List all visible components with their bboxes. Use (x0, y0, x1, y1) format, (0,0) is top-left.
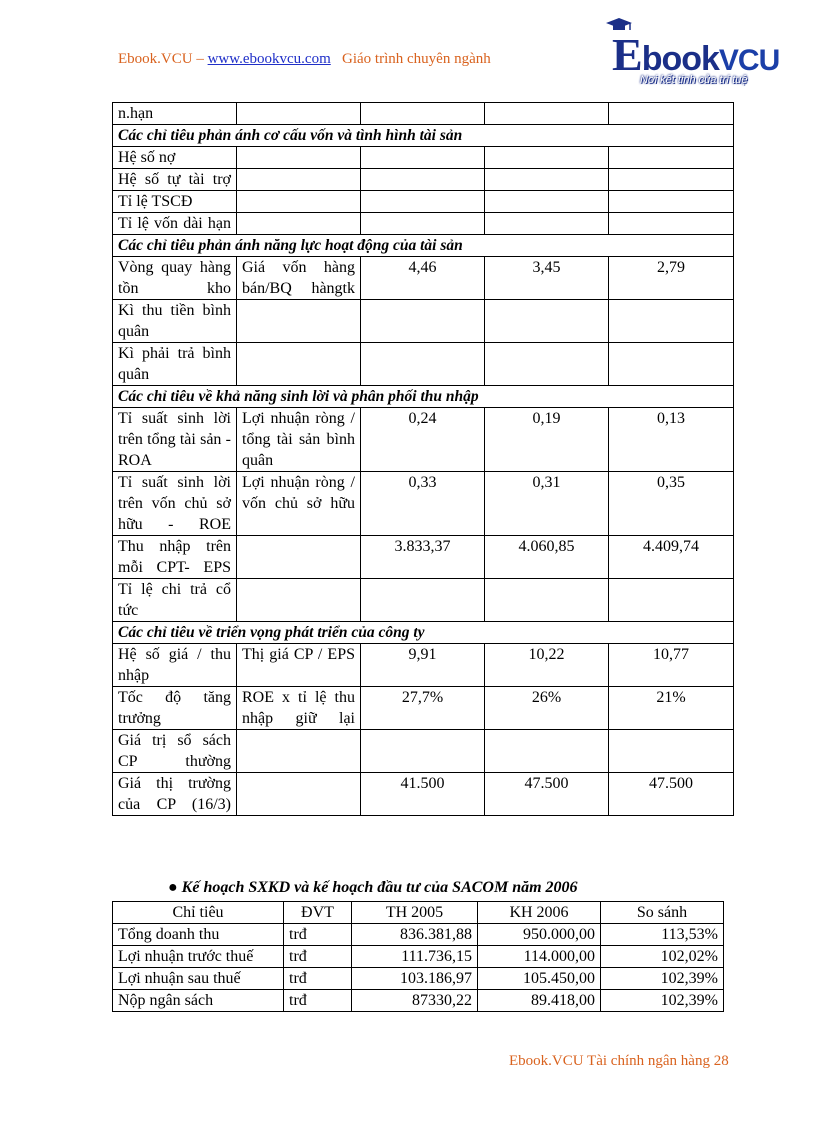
indicator-name-cell: n.hạn (113, 103, 237, 125)
plan-column-header: So sánh (601, 902, 724, 924)
plan-row (113, 924, 724, 946)
table-row (113, 103, 734, 125)
value-cell (609, 103, 734, 125)
value-cell (361, 191, 485, 213)
formula-cell (237, 147, 361, 169)
logo-book: book (641, 40, 719, 78)
plan-value-cell: 102,02% (601, 946, 724, 968)
plan-value-cell: 113,53% (601, 924, 724, 946)
indicator-name-cell: Vòng quay hàng tồn kho (113, 257, 237, 300)
value-cell (609, 730, 734, 773)
table-row (113, 300, 734, 343)
plan-value-cell: 102,39% (601, 968, 724, 990)
plan-unit-cell: trđ (284, 968, 352, 990)
value-cell (485, 191, 609, 213)
table-row (113, 147, 734, 169)
value-cell: 0,35 (609, 472, 734, 536)
header-site: Ebook.VCU – (118, 51, 208, 67)
value-cell (485, 730, 609, 773)
indicator-name-cell: Tốc độ tăng trưởng (113, 687, 237, 730)
value-cell (361, 579, 485, 622)
indicator-name-cell: Hệ số tự tài trợ (113, 169, 237, 191)
plan-value-cell: 114.000,00 (478, 946, 601, 968)
value-cell: 3,45 (485, 257, 609, 300)
indicator-name-cell: Hệ số nợ (113, 147, 237, 169)
section-header-row (113, 125, 734, 147)
value-cell (361, 730, 485, 773)
value-cell (609, 300, 734, 343)
value-cell: 4.060,85 (485, 536, 609, 579)
formula-cell (237, 300, 361, 343)
plan-column-header: Chỉ tiêu (113, 902, 284, 924)
table-row (113, 408, 734, 472)
plan-value-cell: 102,39% (601, 990, 724, 1012)
section-title: Các chỉ tiêu phản ánh cơ cấu vốn và tình hình tài sản (113, 125, 734, 147)
value-cell (609, 169, 734, 191)
indicator-name-cell: Tỉ lệ TSCĐ (113, 191, 237, 213)
value-cell: 0,19 (485, 408, 609, 472)
value-cell: 10,22 (485, 644, 609, 687)
formula-cell (237, 191, 361, 213)
table-row (113, 773, 734, 816)
value-cell: 0,33 (361, 472, 485, 536)
value-cell: 2,79 (609, 257, 734, 300)
indicator-name-cell: Thu nhập trên mỗi CPT- EPS (113, 536, 237, 579)
logo-letter-e: E (612, 29, 642, 80)
value-cell (609, 579, 734, 622)
formula-cell: Lợi nhuận ròng / tổng tài sản bình quân (237, 408, 361, 472)
plan-unit-cell: trđ (284, 990, 352, 1012)
value-cell: 10,77 (609, 644, 734, 687)
formula-cell (237, 773, 361, 816)
indicator-name-cell: Hệ số giá / thu nhập (113, 644, 237, 687)
table-row (113, 687, 734, 730)
indicator-name-cell: Tỉ lệ vốn dài hạn (113, 213, 237, 235)
value-cell (361, 103, 485, 125)
formula-cell (237, 579, 361, 622)
plan-row (113, 968, 724, 990)
plan-value-cell: 87330,22 (352, 990, 478, 1012)
indicator-name-cell: Tỉ suất sinh lời trên tổng tài sản - ROA (113, 408, 237, 472)
plan-value-cell: 89.418,00 (478, 990, 601, 1012)
value-cell: 4.409,74 (609, 536, 734, 579)
value-cell (361, 213, 485, 235)
header-subject: Giáo trình chuyên ngành (342, 51, 491, 67)
plan-header-row (113, 902, 724, 924)
plan-row (113, 946, 724, 968)
plan-column-header: TH 2005 (352, 902, 478, 924)
section-title: Các chỉ tiêu về triển vọng phát triển của công ty (113, 622, 734, 644)
indicator-name-cell: Kì phải trả bình quân (113, 343, 237, 386)
ebook-vcu-logo (600, 18, 780, 98)
value-cell: 21% (609, 687, 734, 730)
value-cell (609, 191, 734, 213)
plan-unit-cell: trđ (284, 924, 352, 946)
table-row (113, 579, 734, 622)
formula-cell: ROE x tỉ lệ thu nhập giữ lại (237, 687, 361, 730)
formula-cell: Lợi nhuận ròng / vốn chủ sở hữu (237, 472, 361, 536)
plan-indicator-cell: Lợi nhuận sau thuế (113, 968, 284, 990)
plan-column-header: KH 2006 (478, 902, 601, 924)
table-row (113, 257, 734, 300)
table-row (113, 191, 734, 213)
indicator-name-cell: Giá trị sổ sách CP thường (113, 730, 237, 773)
section-title: Các chỉ tiêu về khả năng sinh lời và phân phối thu nhập (113, 386, 734, 408)
plan-column-header: ĐVT (284, 902, 352, 924)
value-cell (485, 169, 609, 191)
plan-unit-cell: trđ (284, 946, 352, 968)
indicator-name-cell: Giá thị trường của CP (16/3) (113, 773, 237, 816)
indicator-name-cell: Kì thu tiền bình quân (113, 300, 237, 343)
value-cell: 9,91 (361, 644, 485, 687)
value-cell: 41.500 (361, 773, 485, 816)
indicator-name-cell: Tỉ lệ chi trả cổ tức (113, 579, 237, 622)
section-header-row (113, 386, 734, 408)
value-cell (485, 213, 609, 235)
value-cell (485, 103, 609, 125)
formula-cell: Thị giá CP / EPS (237, 644, 361, 687)
value-cell: 26% (485, 687, 609, 730)
plan-value-cell: 111.736,15 (352, 946, 478, 968)
page-header (118, 51, 491, 68)
value-cell (361, 147, 485, 169)
formula-cell (237, 103, 361, 125)
table-row (113, 169, 734, 191)
table-row (113, 536, 734, 579)
financial-indicators-table (112, 102, 734, 816)
section-title: Các chỉ tiêu phản ánh năng lực hoạt động của tài sản (113, 235, 734, 257)
table-row (113, 644, 734, 687)
value-cell: 0,13 (609, 408, 734, 472)
value-cell: 47.500 (485, 773, 609, 816)
logo-vcu: VCU (718, 44, 780, 77)
value-cell: 27,7% (361, 687, 485, 730)
value-cell: 0,24 (361, 408, 485, 472)
plan-title: ● Kế hoạch SXKD và kế hoạch đầu tư của SACOM năm 2006 (168, 879, 578, 896)
header-link[interactable]: www.ebookvcu.com (207, 51, 331, 67)
page-footer: Ebook.VCU Tài chính ngân hàng 28 (509, 1053, 729, 1069)
value-cell (485, 300, 609, 343)
formula-cell (237, 730, 361, 773)
plan-indicator-cell: Nộp ngân sách (113, 990, 284, 1012)
value-cell (361, 343, 485, 386)
value-cell: 47.500 (609, 773, 734, 816)
value-cell (609, 343, 734, 386)
table-row (113, 730, 734, 773)
section-header-row (113, 622, 734, 644)
plan-row (113, 990, 724, 1012)
plan-value-cell: 950.000,00 (478, 924, 601, 946)
formula-cell (237, 213, 361, 235)
value-cell: 0,31 (485, 472, 609, 536)
plan-indicator-cell: Lợi nhuận trước thuế (113, 946, 284, 968)
table-row (113, 213, 734, 235)
value-cell: 3.833,37 (361, 536, 485, 579)
plan-value-cell: 103.186,97 (352, 968, 478, 990)
value-cell (485, 147, 609, 169)
value-cell (485, 579, 609, 622)
logo-tagline: Nơi kết tinh của trí tuệ (640, 74, 748, 86)
plan-value-cell: 836.381,88 (352, 924, 478, 946)
value-cell (609, 213, 734, 235)
formula-cell (237, 536, 361, 579)
formula-cell (237, 169, 361, 191)
value-cell: 4,46 (361, 257, 485, 300)
value-cell (361, 169, 485, 191)
indicator-name-cell: Tỉ suất sinh lời trên vốn chủ sở hữu - ROE (113, 472, 237, 536)
formula-cell (237, 343, 361, 386)
formula-cell: Giá vốn hàng bán/BQ hàngtk (237, 257, 361, 300)
plan-indicator-cell: Tổng doanh thu (113, 924, 284, 946)
section-header-row (113, 235, 734, 257)
table-row (113, 472, 734, 536)
table-row (113, 343, 734, 386)
business-plan-table (112, 901, 724, 1012)
value-cell (361, 300, 485, 343)
plan-value-cell: 105.450,00 (478, 968, 601, 990)
value-cell (485, 343, 609, 386)
value-cell (609, 147, 734, 169)
